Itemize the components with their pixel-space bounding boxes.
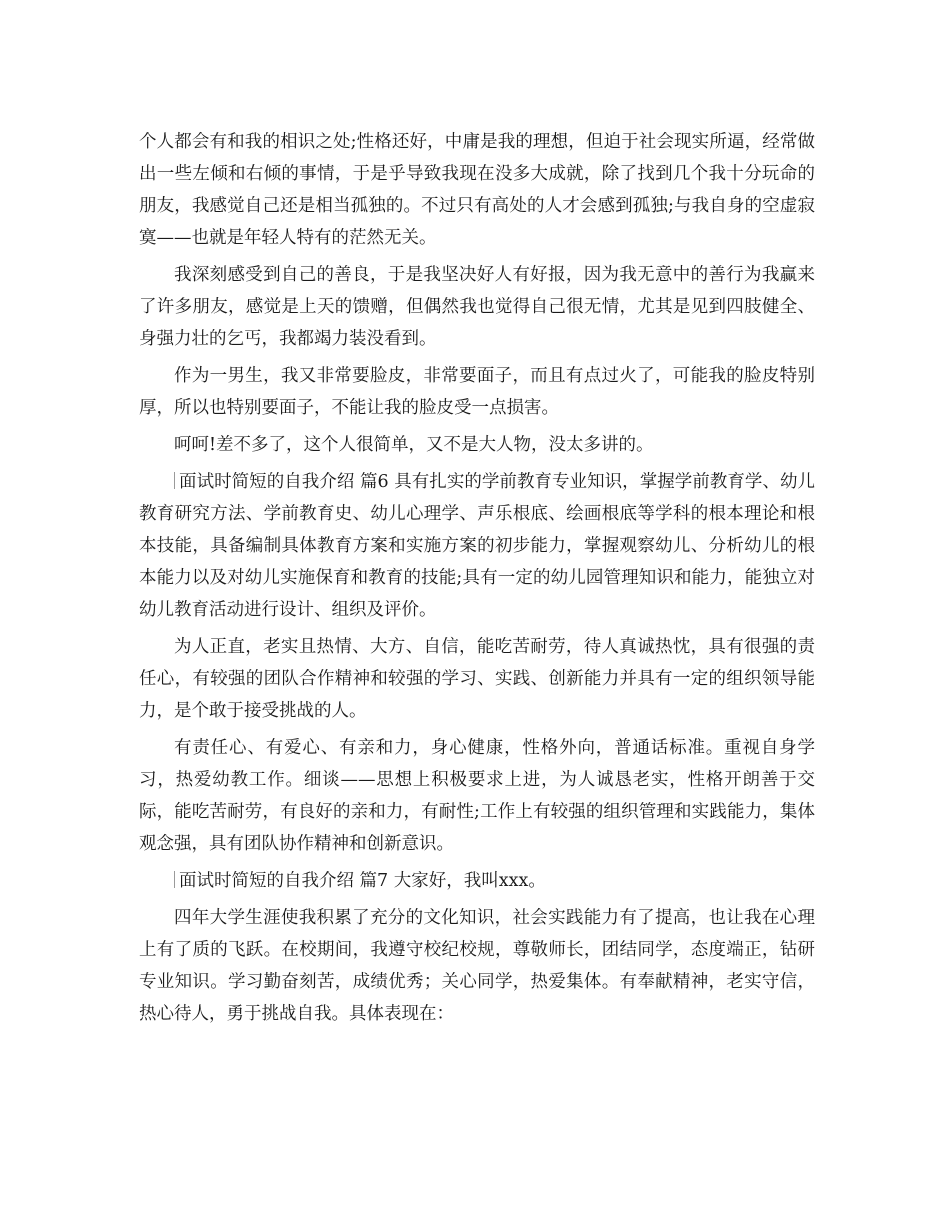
paragraph-6: 为人正直，老实且热情、大方、自信，能吃苦耐劳，待人真诚热忱，具有很强的责任心，有较强的团队合作精神和较强的学习、实践、创新能力并具有一定的组织领导能力，是个敢于接受挑战的人。 xyxy=(139,637,815,721)
section-6-text: 面试时简短的自我介绍 篇6 具有扎实的学前教育专业知识，掌握学前教育学、幼儿教育研究方法、学前教育史、幼儿心理学、声乐根底、绘画根底等学科的根本理论和根本技能，具备编制具体教育方案和实施方案的初步能力，掌握观察幼儿、分析幼儿的根本能力以及对幼儿实施保育和教育的技能;具有一定的幼儿园管理知识和能力，能独立对幼儿教育活动进行设计、组织及评价。 xyxy=(139,472,815,620)
section-7-text: 面试时简短的自我介绍 篇7 大家好，我叫xxx。 xyxy=(179,871,546,891)
section-6-paragraph xyxy=(139,466,815,626)
paragraph-7: 有责任心、有爱心、有亲和力，身心健康，性格外向，普通话标准。重视自身学习，热爱幼教工作。细谈——思想上积极要求上进，为人诚恳老实，性格开朗善于交际，能吃苦耐劳，有良好的亲和力，有耐性;工作上有较强的组织管理和实践能力，集体观念强，具有团队协作精神和创新意识。 xyxy=(139,738,815,854)
section-marker xyxy=(174,871,175,888)
document-body xyxy=(139,126,815,1035)
paragraph-2: 我深刻感受到自己的善良，于是我坚决好人有好报，因为我无意中的善行为我赢来了许多朋友，感觉是上天的馈赠，但偶然我也觉得自己很无情，尤其是见到四肢健全、身强力壮的乞丐，我都竭力装没看到。 xyxy=(139,265,815,349)
paragraph-4: 呵呵!差不多了，这个人很简单，又不是大人物，没太多讲的。 xyxy=(174,435,654,455)
section-marker xyxy=(174,472,175,489)
section-7-paragraph xyxy=(139,865,815,897)
paragraph-3: 作为一男生，我又非常要脸皮，非常要面子，而且有点过火了，可能我的脸皮特别厚，所以也特别要面子，不能让我的脸皮受一点损害。 xyxy=(139,366,815,418)
paragraph-9: 四年大学生涯使我积累了充分的文化知识，社会实践能力有了提高，也让我在心理上有了质的飞跃。在校期间，我遵守校纪校规，尊敬师长，团结同学，态度端正，钻研专业知识。学习勤奋刻苦，成绩优秀；关心同学，热爱集体。有奉献精神，老实守信，热心待人，勇于挑战自我。具体表现在： xyxy=(139,908,815,1024)
paragraph-1: 个人都会有和我的相识之处;性格还好，中庸是我的理想，但迫于社会现实所逼，经常做出一些左倾和右倾的事情，于是乎导致我现在没多大成就，除了找到几个我十分玩命的朋友，我感觉自己还是相当孤独的。不过只有高处的人才会感到孤独;与我自身的空虚寂寞——也就是年轻人特有的茫然无关。 xyxy=(139,132,815,248)
